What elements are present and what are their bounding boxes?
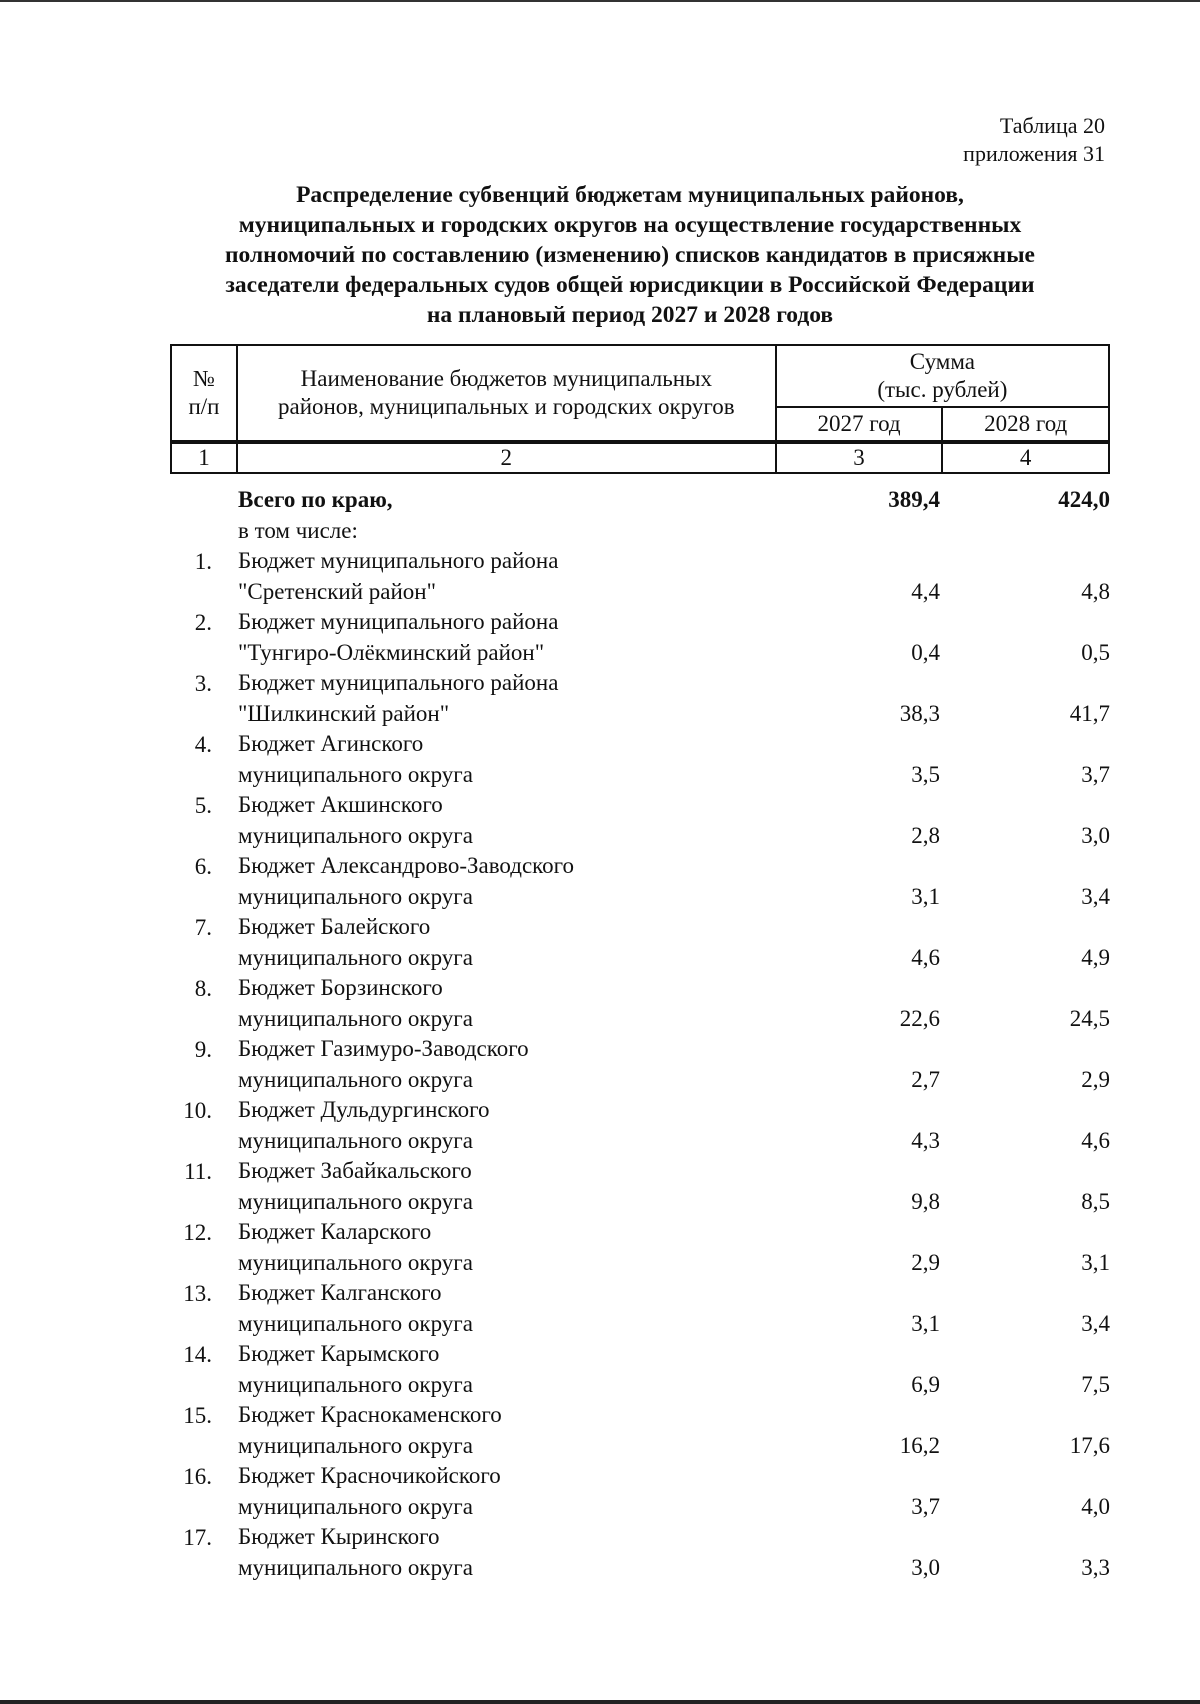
title-line: на плановый период 2027 и 2028 годов	[426, 302, 834, 328]
row-name-line: муниципального округа	[238, 1493, 473, 1519]
column-number: 4	[942, 443, 1109, 473]
total-2027: 389,4	[888, 487, 940, 512]
row-name-line: муниципального округа	[238, 761, 473, 787]
title-line: Распределение субвенций бюджетам муниципальных районов,	[296, 182, 964, 208]
row-budget-name	[238, 1522, 798, 1583]
row-value-2028: 4,9	[1081, 945, 1110, 970]
document-title	[150, 180, 1110, 330]
row-name-line: Бюджет Газимуро-Заводского	[238, 1036, 529, 1061]
row-name-line: муниципального округа	[238, 944, 473, 970]
row-name-line: "Тунгиро-Олёкминский район"	[238, 639, 545, 665]
row-value-2028: 24,5	[1069, 1006, 1110, 1031]
row-name-line: Бюджет Балейского	[238, 914, 431, 939]
header-name-line: Наименование бюджетов муниципальных	[300, 366, 712, 391]
table-row	[170, 912, 1110, 973]
row-value-2027: 9,8	[911, 1189, 940, 1214]
row-number: 10.	[183, 1098, 212, 1123]
row-number: 8.	[194, 976, 212, 1001]
row-budget-name	[238, 1278, 798, 1339]
table-row	[170, 546, 1110, 607]
row-name-line: Бюджет Калганского	[238, 1280, 442, 1305]
total-2028: 424,0	[1058, 487, 1110, 512]
row-name-line: муниципального округа	[238, 822, 473, 848]
total-label: Всего по краю,	[238, 487, 393, 512]
row-name-line: Бюджет Каларского	[238, 1219, 432, 1244]
column-number: 3	[776, 443, 943, 473]
row-name-line: Бюджет Забайкальского	[238, 1158, 472, 1183]
row-value-2028: 3,4	[1081, 1311, 1110, 1336]
row-name-line: муниципального округа	[238, 1066, 473, 1092]
header-number-text: № п/п	[188, 366, 220, 419]
row-budget-name	[238, 912, 798, 973]
header-budget-name	[237, 345, 776, 441]
row-value-2027: 3,7	[911, 1494, 940, 1519]
column-number-row	[170, 442, 1110, 474]
row-value-2027: 2,8	[911, 823, 940, 848]
row-value-2027: 3,0	[911, 1555, 940, 1580]
title-line: полномочий по составлению (изменению) списков кандидатов в присяжные	[225, 242, 1035, 268]
row-number: 16.	[183, 1464, 212, 1489]
column-number: 1	[171, 443, 237, 473]
table-row	[170, 1339, 1110, 1400]
row-number: 12.	[183, 1220, 212, 1245]
row-name-line: Бюджет Кыринского	[238, 1524, 440, 1549]
row-budget-name	[238, 1339, 798, 1400]
including-row	[170, 516, 1110, 546]
table-row	[170, 973, 1110, 1034]
row-number: 3.	[194, 671, 212, 696]
row-name-line: Бюджет Красночикойского	[238, 1463, 501, 1488]
row-value-2027: 3,1	[911, 1311, 940, 1336]
row-number: 11.	[184, 1159, 212, 1184]
header-sum	[776, 345, 1109, 407]
row-name-line: Бюджет муниципального района	[238, 609, 559, 634]
row-budget-name	[238, 1217, 798, 1278]
table-row	[170, 1461, 1110, 1522]
row-value-2027: 4,4	[911, 579, 940, 604]
table-row	[170, 1522, 1110, 1583]
row-budget-name	[238, 729, 798, 790]
row-name-line: муниципального округа	[238, 1249, 473, 1275]
row-budget-name	[238, 546, 798, 607]
budget-rows	[170, 546, 1110, 1583]
row-name-line: Бюджет муниципального района	[238, 548, 559, 573]
row-number: 5.	[194, 793, 212, 818]
row-name-line: Бюджет муниципального района	[238, 670, 559, 695]
row-name-line: Бюджет Агинского	[238, 731, 424, 756]
row-budget-name	[238, 1400, 798, 1461]
row-value-2027: 3,5	[911, 762, 940, 787]
column-number: 2	[237, 443, 776, 473]
row-budget-name	[238, 1095, 798, 1156]
row-budget-name	[238, 1034, 798, 1095]
header-year-2027: 2027 год	[776, 407, 943, 441]
table-row	[170, 607, 1110, 668]
row-budget-name	[238, 607, 798, 668]
table-row	[170, 729, 1110, 790]
row-number: 4.	[194, 732, 212, 757]
header-sum-unit: (тыс. рублей)	[877, 377, 1008, 402]
row-number: 14.	[183, 1342, 212, 1367]
header-number	[171, 345, 237, 441]
row-value-2027: 4,3	[911, 1128, 940, 1153]
row-value-2027: 16,2	[899, 1433, 940, 1458]
row-value-2027: 22,6	[899, 1006, 940, 1031]
row-name-line: муниципального округа	[238, 1432, 473, 1458]
row-value-2027: 3,1	[911, 884, 940, 909]
row-name-line: Бюджет Краснокаменского	[238, 1402, 502, 1427]
row-budget-name	[238, 973, 798, 1034]
row-value-2028: 4,8	[1081, 579, 1110, 604]
row-number: 6.	[194, 854, 212, 879]
row-name-line: "Шилкинский район"	[238, 700, 450, 726]
row-number: 2.	[194, 610, 212, 635]
table-row	[170, 790, 1110, 851]
total-row	[170, 484, 1110, 516]
row-budget-name	[238, 668, 798, 729]
row-value-2027: 0,4	[911, 640, 940, 665]
including-label: в том числе:	[238, 518, 358, 543]
row-value-2027: 6,9	[911, 1372, 940, 1397]
row-budget-name	[238, 790, 798, 851]
row-name-line: Бюджет Борзинского	[238, 975, 443, 1000]
row-name-line: Бюджет Карымского	[238, 1341, 440, 1366]
row-name-line: Бюджет Акшинского	[238, 792, 443, 817]
header-year-2028: 2028 год	[942, 407, 1109, 441]
table-row	[170, 668, 1110, 729]
table-row	[170, 1217, 1110, 1278]
table-number: Таблица 20	[999, 113, 1105, 138]
title-line: заседатели федеральных судов общей юрисдикции в Российской Федерации	[225, 272, 1035, 298]
row-value-2028: 17,6	[1069, 1433, 1110, 1458]
scan-border-top	[0, 0, 1200, 2]
table-row	[170, 1034, 1110, 1095]
row-budget-name	[238, 851, 798, 912]
row-value-2028: 7,5	[1081, 1372, 1110, 1397]
row-budget-name	[238, 1156, 798, 1217]
row-value-2028: 2,9	[1081, 1067, 1110, 1092]
row-value-2028: 8,5	[1081, 1189, 1110, 1214]
row-number: 9.	[194, 1037, 212, 1062]
table-row	[170, 851, 1110, 912]
title-line: муниципальных и городских округов на осуществление государственных	[238, 212, 1022, 238]
row-name-line: муниципального округа	[238, 1554, 473, 1580]
row-name-line: муниципального округа	[238, 1127, 473, 1153]
row-number: 15.	[183, 1403, 212, 1428]
row-name-line: "Сретенский район"	[238, 578, 436, 604]
table-row	[170, 1156, 1110, 1217]
row-value-2028: 3,0	[1081, 823, 1110, 848]
row-value-2027: 4,6	[911, 945, 940, 970]
row-name-line: муниципального округа	[238, 1188, 473, 1214]
row-number: 17.	[183, 1525, 212, 1550]
row-number: 1.	[194, 549, 212, 574]
row-value-2027: 2,7	[911, 1067, 940, 1092]
appendix-number: приложения 31	[963, 141, 1105, 166]
row-value-2028: 4,6	[1081, 1128, 1110, 1153]
table-body	[170, 484, 1110, 1583]
row-value-2027: 2,9	[911, 1250, 940, 1275]
row-name-line: муниципального округа	[238, 1371, 473, 1397]
row-name-line: муниципального округа	[238, 883, 473, 909]
row-name-line: Бюджет Александрово-Заводского	[238, 853, 575, 878]
row-name-line: муниципального округа	[238, 1005, 473, 1031]
scan-border-bottom	[0, 1700, 1200, 1704]
row-value-2028: 3,4	[1081, 884, 1110, 909]
row-value-2027: 38,3	[899, 701, 940, 726]
row-value-2028: 3,1	[1081, 1250, 1110, 1275]
table-row	[170, 1400, 1110, 1461]
row-value-2028: 4,0	[1081, 1494, 1110, 1519]
table-reference	[963, 112, 1105, 168]
row-budget-name	[238, 1461, 798, 1522]
row-value-2028: 3,7	[1081, 762, 1110, 787]
row-name-line: муниципального округа	[238, 1310, 473, 1336]
header-name-line: районов, муниципальных и городских округов	[277, 394, 735, 419]
table-row	[170, 1278, 1110, 1339]
row-value-2028: 0,5	[1081, 640, 1110, 665]
row-value-2028: 3,3	[1081, 1555, 1110, 1580]
table-row	[170, 1095, 1110, 1156]
table-header	[170, 344, 1110, 442]
row-number: 7.	[194, 915, 212, 940]
row-name-line: Бюджет Дульдургинского	[238, 1097, 490, 1122]
row-value-2028: 41,7	[1069, 701, 1110, 726]
row-number: 13.	[183, 1281, 212, 1306]
header-sum-line: Сумма	[909, 349, 975, 374]
